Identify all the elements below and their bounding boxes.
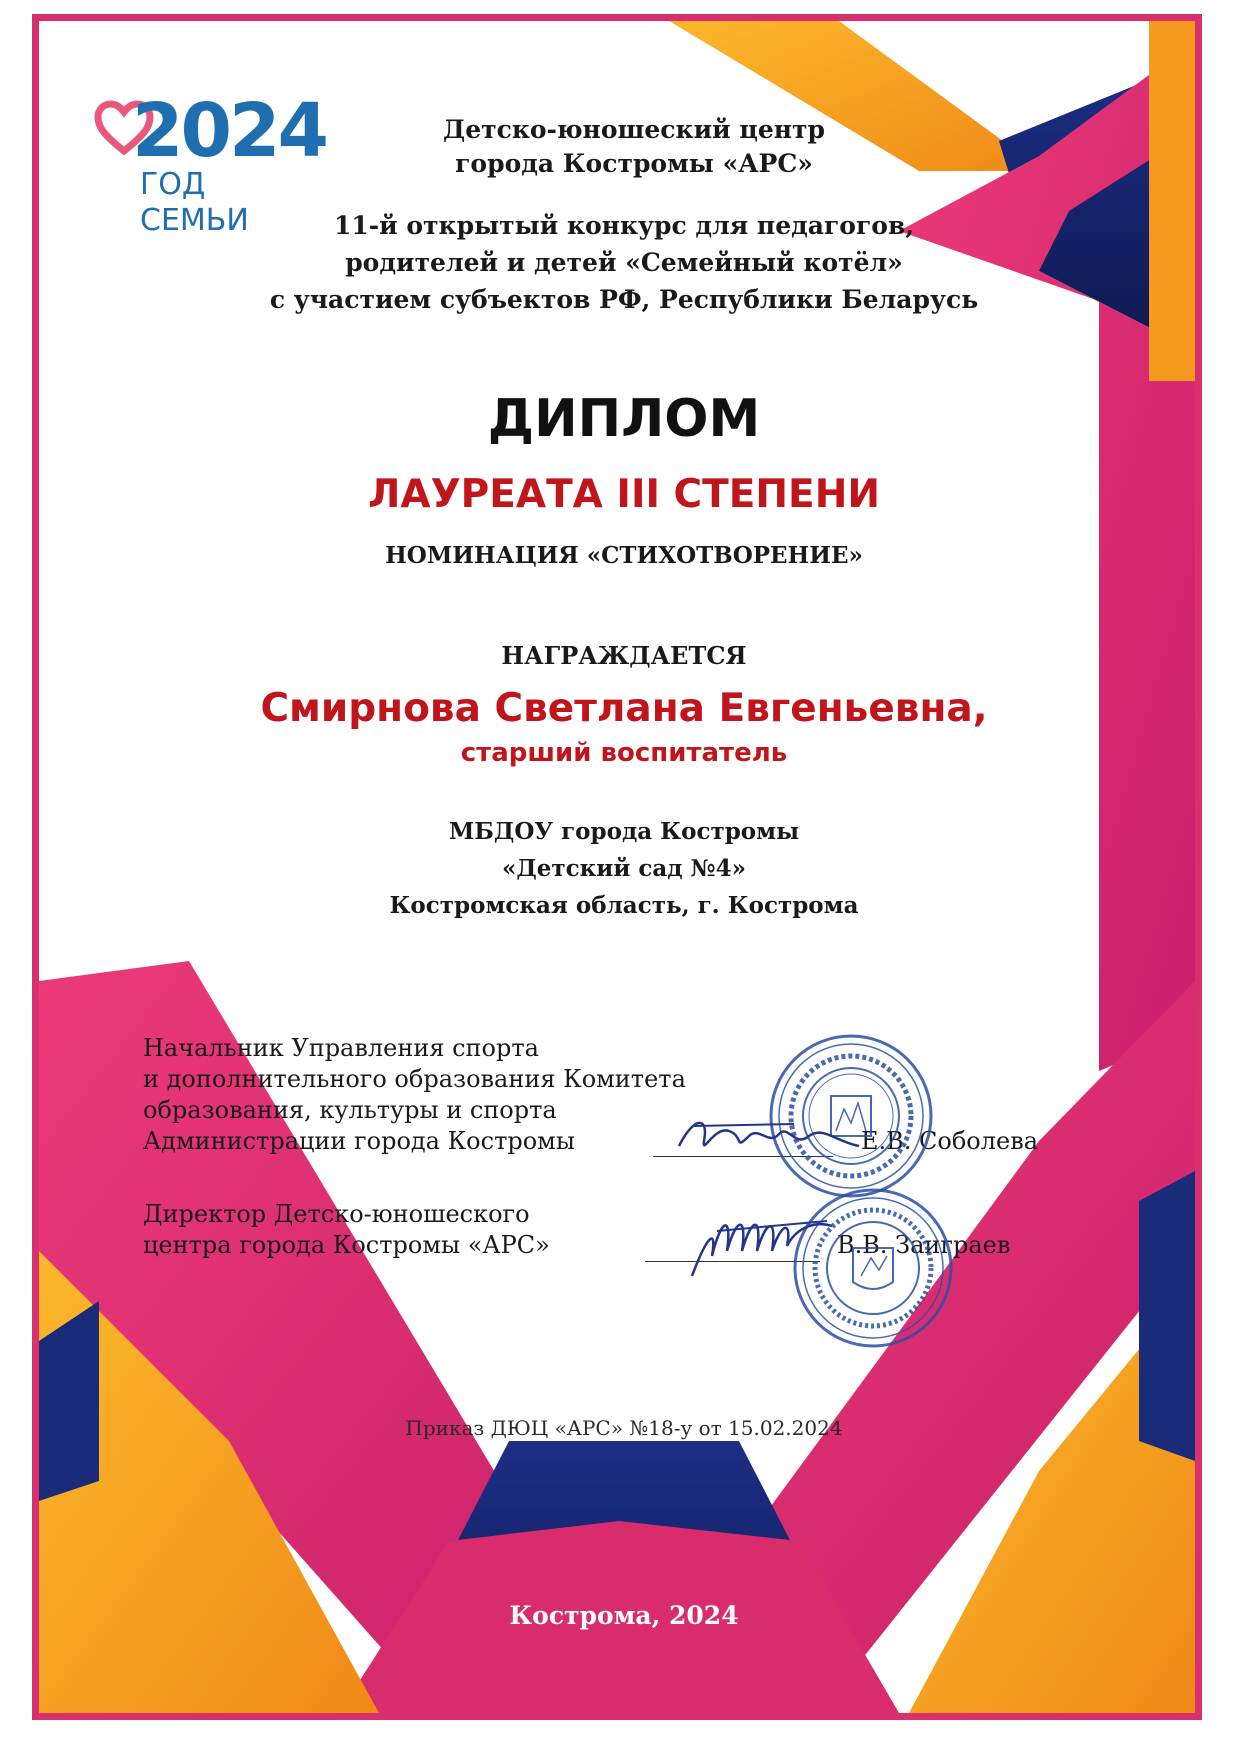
signatory-title-line: Начальник Управления спорта (143, 1034, 539, 1062)
contest-line: родителей и детей «Семейный котёл» (345, 248, 903, 277)
laureate-degree: ЛАУРЕАТА III СТЕПЕНИ (368, 472, 880, 517)
institution-line: «Детский сад №4» (501, 855, 747, 882)
handwritten-signature-2 (687, 1196, 837, 1286)
signatory-title-line: и дополнительного образования Комитета (143, 1065, 686, 1093)
recipient-name: Смирнова Светлана Евгеньевна, (260, 686, 988, 731)
signatory-1-name: Е.В. Соболева (861, 1127, 1039, 1155)
signatory-title-line: Директор Детско-юношеского (143, 1200, 530, 1228)
handwritten-signature-1 (674, 1106, 864, 1176)
organization-name (339, 113, 929, 181)
contest-line: с участием субъектов РФ, Республики Беларусь (269, 285, 979, 314)
decor-orange-right-strip (1149, 21, 1195, 381)
nomination: НОМИНАЦИЯ «СТИХОТВОРЕНИЕ» (385, 542, 863, 569)
signatory-title-line: образования, культуры и спорта (143, 1096, 557, 1124)
institution-line: МБДОУ города Костромы (448, 818, 800, 845)
order-reference: Приказ ДЮЦ «АРС» №18-у от 15.02.2024 (405, 1416, 843, 1440)
diploma-title: ДИПЛОМ (487, 389, 761, 449)
contest-line: 11-й открытый конкурс для педагогов, (333, 211, 915, 240)
organization-line: города Костромы «АРС» (455, 149, 813, 178)
institution (289, 813, 959, 924)
signatory-title-line: Администрации города Костромы (143, 1127, 575, 1155)
contest-title (119, 207, 1129, 318)
year-of-family-logo (94, 88, 326, 238)
decor-navy-bottom-right (1139, 1171, 1195, 1461)
city-year-footer: Кострома, 2024 (509, 1601, 739, 1630)
signatory-title-line: центра города Костромы «АРС» (143, 1231, 550, 1259)
recipient-position: старший воспитатель (460, 738, 788, 768)
signatory-2-title (143, 1199, 703, 1261)
institution-line: Костромская область, г. Кострома (389, 892, 859, 919)
awarded-label: НАГРАЖДАЕТСЯ (501, 641, 747, 670)
signatory-2-name: В.В. Заиграев (837, 1231, 1011, 1259)
organization-line: Детско-юношеский центр (442, 115, 826, 144)
logo-year: 2024 (132, 88, 326, 174)
diploma-frame (32, 14, 1202, 1720)
logo-subtitle: ГОД СЕМЬИ (140, 167, 249, 238)
